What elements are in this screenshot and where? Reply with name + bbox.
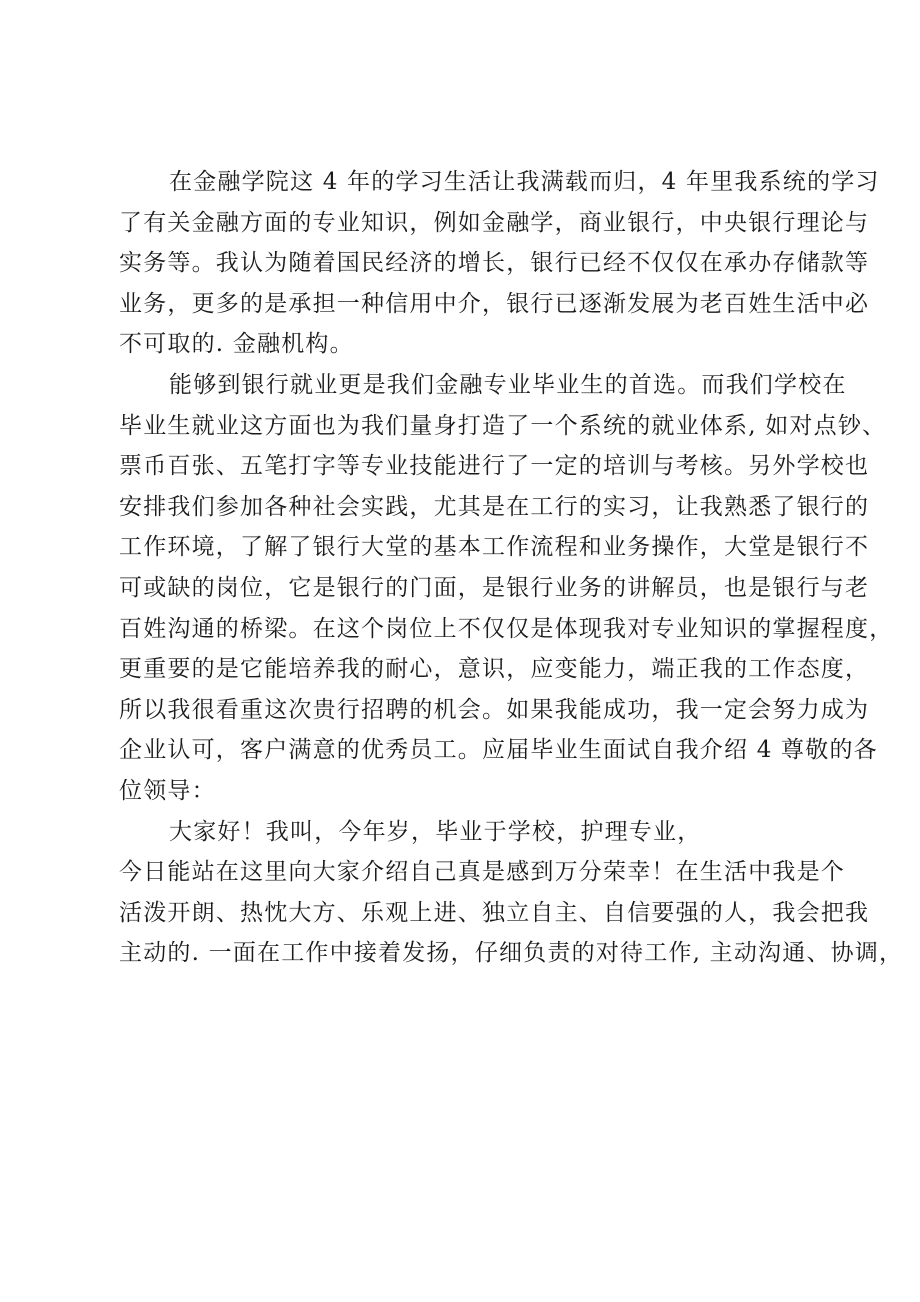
text-line: 主动的. 一面在工作中接着发扬，仔细负责的对待工作, 主动沟通、协调，	[119, 940, 904, 967]
text-line: 在金融学院这 4 年的学习生活让我满载而归，4 年里我系统的学习	[169, 169, 880, 195]
text-line: 大家好！我叫，今年岁，毕业于学校，护理专业，	[169, 818, 702, 845]
text-line: 票币百张、五笔打字等专业技能进行了一定的培训与考核。另外学校也	[119, 453, 870, 480]
text-line: 毕业生就业这方面也为我们量身打造了一个系统的就业体系, 如对点钞、	[119, 412, 887, 439]
text-line: 位领导：	[119, 777, 216, 804]
text-line: 活泼开朗、热忱大方、乐观上进、独立自主、自信要强的人，我会把我	[119, 899, 870, 926]
text-line: 了有关金融方面的专业知识，例如金融学，商业银行，中央银行理论与	[119, 209, 870, 236]
text-line: 今日能站在这里向大家介绍自己真是感到万分荣幸！在生活中我是个	[119, 859, 845, 886]
text-line: 可或缺的岗位，它是银行的门面，是银行业务的讲解员，也是银行与老	[119, 574, 870, 601]
text-line: 更重要的是它能培养我的耐心，意识，应变能力，端正我的工作态度，	[119, 656, 870, 683]
text-line: 实务等。我认为随着国民经济的增长，银行已经不仅仅在承办存储款等	[119, 250, 870, 277]
text-line: 工作环境，了解了银行大堂的基本工作流程和业务操作，大堂是银行不	[119, 534, 870, 561]
text-line: 能够到银行就业更是我们金融专业毕业生的首选。而我们学校在	[169, 371, 847, 398]
text-line: 安排我们参加各种社会实践，尤其是在工行的实习，让我熟悉了银行的	[119, 493, 870, 520]
text-line: 不可取的. 金融机构。	[119, 331, 354, 358]
document-body	[119, 162, 904, 974]
text-line: 所以我很看重这次贵行招聘的机会。如果我能成功，我一定会努力成为	[119, 696, 870, 723]
text-line: 企业认可，客户满意的优秀员工。应届毕业生面试自我介绍 4 尊敬的各	[119, 737, 878, 764]
text-line: 业务，更多的是承担一种信用中介，银行已逐渐发展为老百姓生活中必	[119, 290, 870, 317]
text-line: 百姓沟通的桥梁。在这个岗位上不仅仅是体现我对专业知识的掌握程度，	[119, 615, 894, 642]
